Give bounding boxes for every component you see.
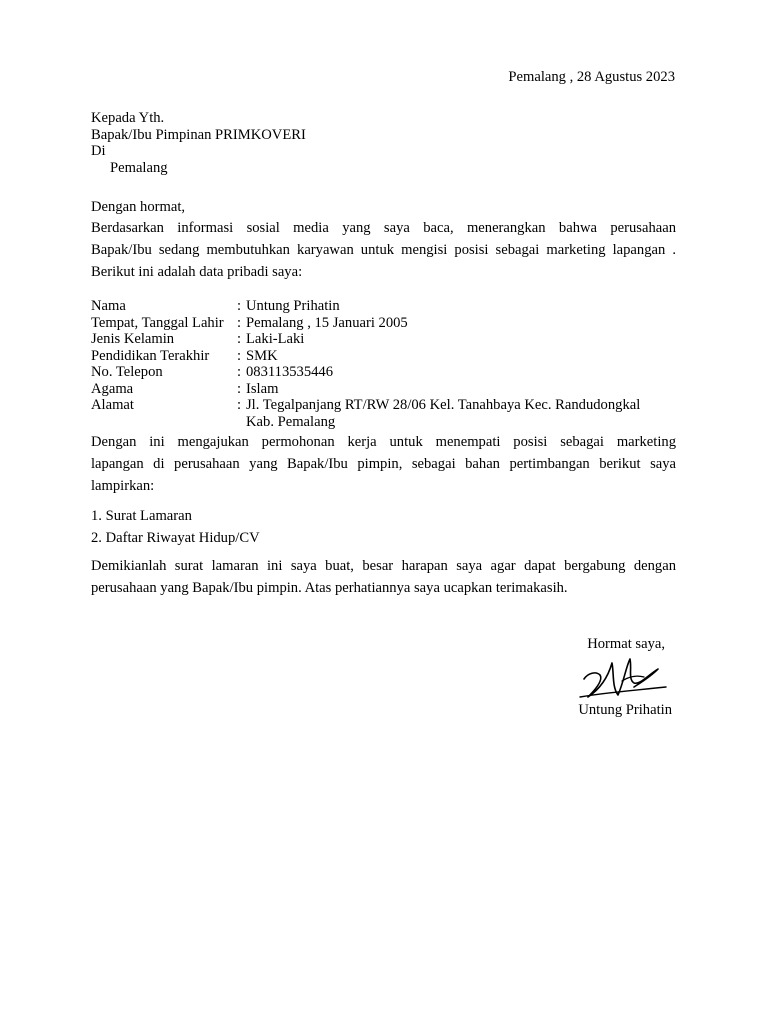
detail-label: Tempat, Tanggal Lahir	[91, 314, 224, 331]
detail-separator: :	[237, 347, 242, 364]
intro-line-1: Berdasarkan informasi sosial media yang saya baca, menerangkan bahwa perusahaan	[91, 220, 676, 236]
intro-line-3: Berikut ini adalah data pribadi saya:	[91, 264, 303, 280]
detail-value: Untung Prihatin	[246, 298, 340, 314]
detail-value: 083113535446	[246, 364, 334, 380]
application-paragraph	[91, 431, 676, 497]
addressee-line-1: Kepada Yth.	[91, 110, 165, 126]
detail-label: Jenis Kelamin	[91, 331, 175, 347]
detail-label: No. Telepon	[91, 364, 163, 380]
intro-line-2: Bapak/Ibu sedang membutuhkan karyawan untuk mengisi posisi sebagai marketing lapangan .	[91, 242, 676, 258]
detail-label: Nama	[91, 298, 126, 314]
addressee-line-2: Bapak/Ibu Pimpinan PRIMKOVERI	[91, 126, 306, 143]
detail-separator: :	[237, 298, 242, 314]
detail-row-birth	[91, 315, 691, 332]
closing-line-2: perusahaan yang Bapak/Ibu pimpin. Atas perhatiannya saya ucapkan terimakasih.	[91, 580, 568, 596]
detail-row-gender	[91, 331, 691, 348]
signer-name: Untung Prihatin	[578, 702, 672, 718]
detail-separator: :	[237, 364, 242, 380]
detail-row-name	[91, 298, 691, 315]
detail-row-education	[91, 348, 691, 365]
detail-value: Jl. Tegalpanjang RT/RW 28/06 Kel. Tanahbaya Kec. Randudongkal	[246, 397, 641, 413]
date-line: Pemalang , 28 Agustus 2023	[508, 69, 675, 85]
personal-details	[91, 298, 691, 430]
detail-separator: :	[237, 314, 242, 331]
detail-label: Alamat	[91, 397, 134, 413]
greeting: Dengan hormat,	[91, 199, 186, 215]
detail-row-phone	[91, 364, 691, 381]
attachment-item: 2. Daftar Riwayat Hidup/CV	[91, 530, 260, 546]
detail-value: SMK	[246, 347, 278, 364]
application-line-3: lampirkan:	[91, 478, 155, 494]
signature-icon	[578, 651, 670, 703]
detail-separator: :	[237, 397, 242, 413]
application-line-1: Dengan ini mengajukan permohonan kerja untuk menempati posisi sebagai marketing	[91, 434, 676, 450]
detail-row-address	[91, 397, 691, 414]
detail-value: Laki-Laki	[246, 331, 305, 347]
addressee-line-3: Di	[91, 143, 106, 159]
detail-separator: :	[237, 380, 242, 397]
attachment-item: 1. Surat Lamaran	[91, 508, 192, 524]
closing-salutation: Hormat saya,	[587, 636, 665, 652]
detail-value: Islam	[246, 380, 279, 397]
attachment-list	[91, 505, 491, 549]
intro-paragraph	[91, 217, 676, 283]
application-line-2: lapangan di perusahaan yang Bapak/Ibu pimpin, sebagai bahan pertimbangan berikut saya	[91, 456, 676, 472]
closing-line-1: Demikianlah surat lamaran ini saya buat, besar harapan saya agar dapat bergabung dengan	[91, 558, 676, 574]
detail-label: Agama	[91, 380, 134, 397]
detail-separator: :	[237, 331, 242, 347]
closing-paragraph	[91, 555, 676, 599]
detail-value-continuation: Kab. Pemalang	[246, 413, 336, 430]
addressee-block	[91, 110, 681, 176]
detail-label: Pendidikan Terakhir	[91, 347, 210, 364]
detail-row-religion	[91, 381, 691, 398]
detail-value: Pemalang , 15 Januari 2005	[246, 314, 408, 331]
addressee-line-4: Pemalang	[110, 159, 168, 176]
